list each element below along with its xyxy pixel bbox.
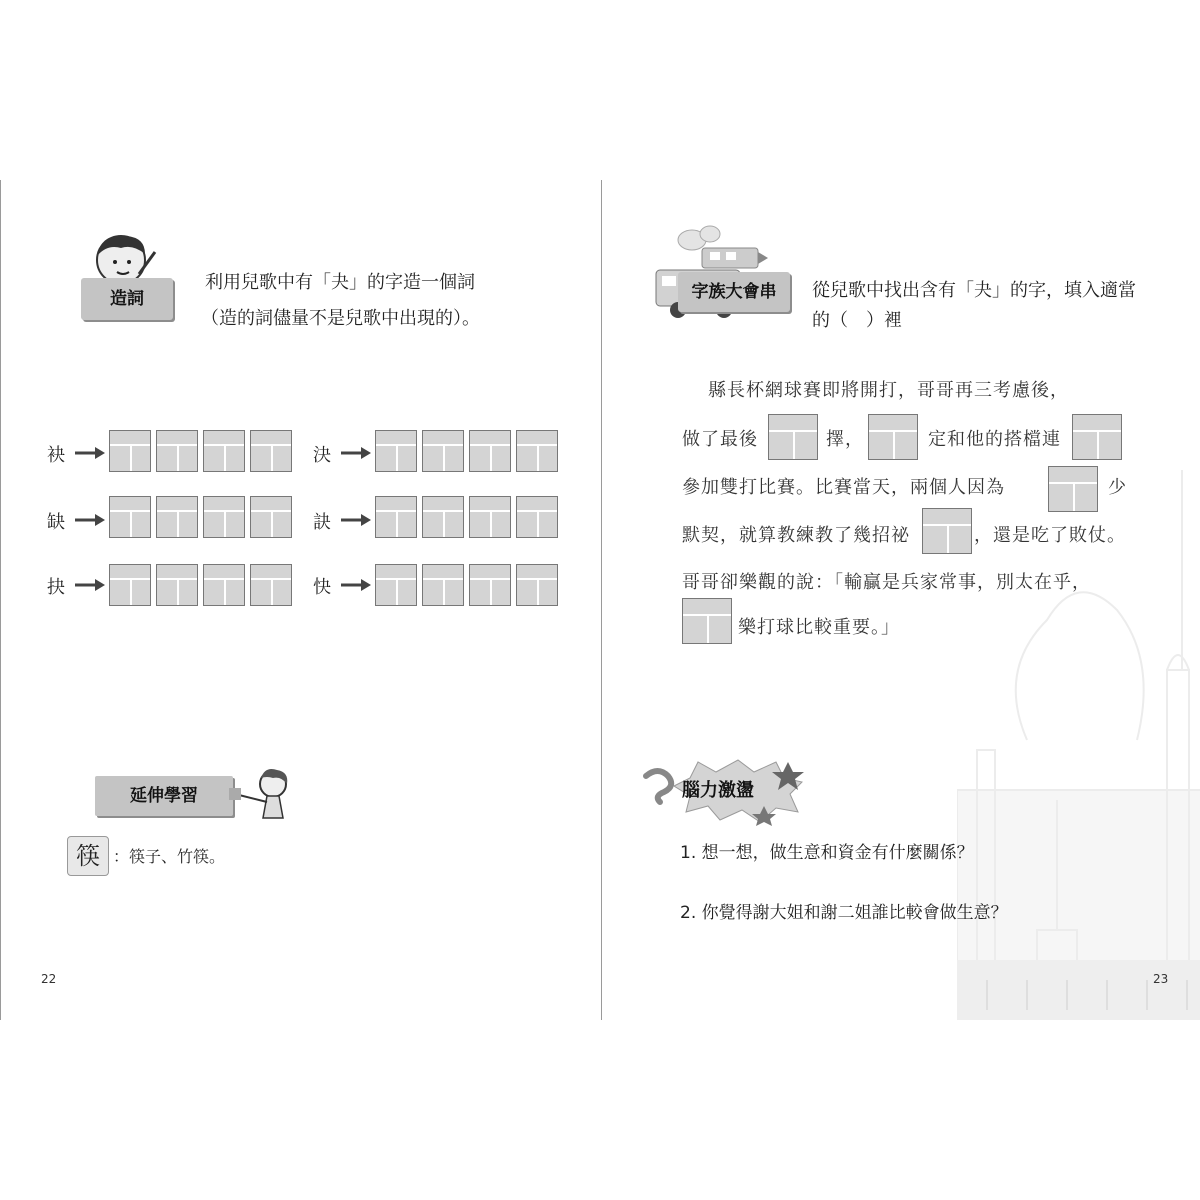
answer-cell[interactable] — [156, 564, 198, 606]
right-page — [601, 180, 1200, 1020]
extend-char-box: 筷 — [67, 836, 109, 876]
story-line-2b: 擇， — [826, 429, 864, 450]
story-line-1: 縣長杯網球賽即將開打，哥哥再三考慮後， — [708, 380, 1069, 401]
row-char-2-right: 訣 — [313, 512, 331, 533]
answer-cell[interactable] — [516, 496, 558, 538]
answer-blank-4[interactable] — [1048, 466, 1098, 512]
answer-cell[interactable] — [250, 430, 292, 472]
arrow-icon — [75, 513, 105, 527]
answer-cell[interactable] — [250, 564, 292, 606]
section-label-brainstorm: 腦力激盪 — [682, 780, 754, 801]
answer-cell[interactable] — [203, 564, 245, 606]
answer-cell[interactable] — [250, 496, 292, 538]
story-line-2c: 定和他的搭檔連 — [928, 429, 1061, 450]
answer-cell[interactable] — [422, 430, 464, 472]
row-char-3-left: 抉 — [47, 577, 65, 598]
answer-cell[interactable] — [469, 496, 511, 538]
row-char-3-right: 快 — [313, 577, 331, 598]
left-page — [0, 180, 600, 1020]
question-1: 1. 想一想，做生意和資金有什麼關係？ — [680, 843, 974, 863]
answer-cell[interactable] — [375, 430, 417, 472]
arrow-icon — [75, 446, 105, 460]
answer-cell[interactable] — [422, 496, 464, 538]
extend-text: ：筷子、竹筷。 — [113, 847, 226, 866]
answer-blank-3[interactable] — [1072, 414, 1122, 460]
answer-cell[interactable] — [469, 564, 511, 606]
story-line-6: 樂打球比較重要。」 — [738, 617, 900, 638]
section-label-extended-learning: 延伸學習 — [95, 776, 233, 816]
answer-blank-6[interactable] — [682, 598, 732, 644]
instruction-line-2: （造的詞儘量不是兒歌中出現的）。 — [201, 308, 480, 329]
arrow-icon — [341, 446, 371, 460]
arrow-icon — [75, 578, 105, 592]
row-char-1-left: 袂 — [47, 445, 65, 466]
answer-cell[interactable] — [156, 496, 198, 538]
page-number-right: 23 — [1153, 972, 1169, 986]
section-label-make-words: 造詞 — [81, 278, 173, 320]
answer-cell[interactable] — [109, 496, 151, 538]
answer-blank-2[interactable] — [868, 414, 918, 460]
arrow-icon — [341, 513, 371, 527]
answer-cell[interactable] — [516, 564, 558, 606]
story-line-4a: 默契，就算教練教了幾招祕 — [682, 525, 910, 546]
answer-cell[interactable] — [203, 430, 245, 472]
answer-cell[interactable] — [109, 564, 151, 606]
answer-cell[interactable] — [422, 564, 464, 606]
answer-cell[interactable] — [156, 430, 198, 472]
answer-cell[interactable] — [469, 430, 511, 472]
answer-cell[interactable] — [516, 430, 558, 472]
answer-cell[interactable] — [375, 564, 417, 606]
instruction-line-1: 從兒歌中找出含有「夬」的字，填入適當 — [812, 280, 1136, 301]
answer-blank-1[interactable] — [768, 414, 818, 460]
arrow-icon — [341, 578, 371, 592]
instruction-line-1: 利用兒歌中有「夬」的字造一個詞 — [205, 272, 475, 293]
answer-cell[interactable] — [203, 496, 245, 538]
question-2: 2. 你覺得謝大姐和謝二姐誰比較會做生意？ — [680, 903, 1008, 923]
answer-blank-5[interactable] — [922, 508, 972, 554]
story-line-2a: 做了最後 — [682, 429, 758, 450]
instruction-line-2: 的（ ）裡 — [812, 310, 902, 331]
story-line-3b: 少 — [1108, 477, 1127, 498]
row-char-2-left: 缺 — [47, 512, 65, 533]
story-line-5: 哥哥卻樂觀的說：「輸贏是兵家常事，別太在乎， — [682, 572, 1091, 593]
answer-cell[interactable] — [375, 496, 417, 538]
story-line-4b: ，還是吃了敗仗。 — [974, 525, 1126, 546]
answer-cell[interactable] — [109, 430, 151, 472]
story-line-3a: 參加雙打比賽。比賽當天，兩個人因為 — [682, 477, 1005, 498]
section-label-word-family: 字族大會串 — [678, 272, 790, 312]
page-number-left: 22 — [41, 972, 57, 986]
girl-pointing-icon — [229, 766, 301, 826]
row-char-1-right: 決 — [313, 445, 331, 466]
